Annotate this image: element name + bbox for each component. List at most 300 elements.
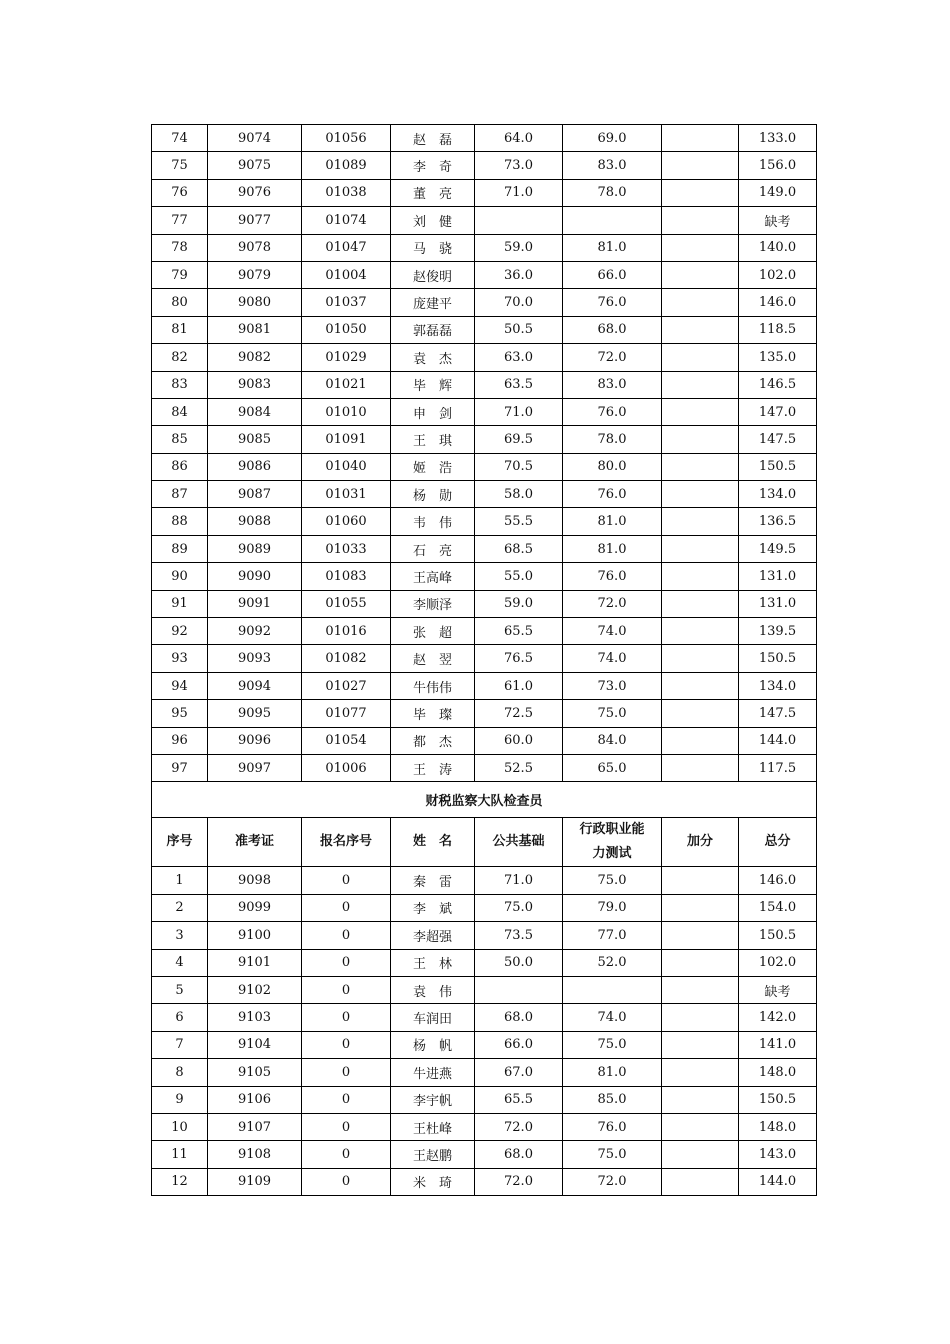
cell-total: 131.0 bbox=[739, 590, 817, 617]
cell-public-basics: 75.0 bbox=[475, 894, 563, 921]
table-row bbox=[152, 453, 817, 480]
cell-total: 150.5 bbox=[739, 922, 817, 949]
header-exam-id: 准考证 bbox=[208, 818, 302, 867]
cell-exam-id: 9089 bbox=[208, 535, 302, 562]
header-index: 序号 bbox=[152, 818, 208, 867]
cell-bonus bbox=[662, 700, 739, 727]
cell-aptitude-test: 76.0 bbox=[563, 1113, 662, 1140]
cell-aptitude-test: 66.0 bbox=[563, 261, 662, 288]
cell-registration-no: 01021 bbox=[302, 371, 391, 398]
cell-public-basics: 55.5 bbox=[475, 508, 563, 535]
cell-exam-id: 9099 bbox=[208, 894, 302, 921]
cell-name: 赵 磊 bbox=[391, 125, 475, 152]
table-row bbox=[152, 1004, 817, 1031]
cell-total: 136.5 bbox=[739, 508, 817, 535]
cell-exam-id: 9088 bbox=[208, 508, 302, 535]
cell-total: 146.5 bbox=[739, 371, 817, 398]
cell-total: 133.0 bbox=[739, 125, 817, 152]
cell-total: 150.5 bbox=[739, 1086, 817, 1113]
cell-exam-id: 9077 bbox=[208, 207, 302, 234]
cell-bonus bbox=[662, 922, 739, 949]
table-row bbox=[152, 894, 817, 921]
cell-registration-no: 0 bbox=[302, 867, 391, 894]
cell-name: 王 涛 bbox=[391, 754, 475, 781]
cell-bonus bbox=[662, 727, 739, 754]
cell-name: 李顺泽 bbox=[391, 590, 475, 617]
cell-exam-id: 9107 bbox=[208, 1113, 302, 1140]
table-row bbox=[152, 207, 817, 234]
cell-aptitude-test: 52.0 bbox=[563, 949, 662, 976]
cell-bonus bbox=[662, 590, 739, 617]
cell-exam-id: 9078 bbox=[208, 234, 302, 261]
cell-index: 92 bbox=[152, 618, 208, 645]
cell-aptitude-test: 75.0 bbox=[563, 1141, 662, 1168]
cell-bonus bbox=[662, 618, 739, 645]
cell-public-basics: 50.5 bbox=[475, 316, 563, 343]
table-row bbox=[152, 316, 817, 343]
cell-exam-id: 9092 bbox=[208, 618, 302, 645]
cell-exam-id: 9079 bbox=[208, 261, 302, 288]
cell-index: 95 bbox=[152, 700, 208, 727]
cell-name: 李超强 bbox=[391, 922, 475, 949]
cell-public-basics: 70.5 bbox=[475, 453, 563, 480]
cell-public-basics: 50.0 bbox=[475, 949, 563, 976]
cell-registration-no: 01077 bbox=[302, 700, 391, 727]
cell-registration-no: 01037 bbox=[302, 289, 391, 316]
cell-aptitude-test bbox=[563, 207, 662, 234]
table-body-top bbox=[152, 125, 817, 782]
cell-aptitude-test: 81.0 bbox=[563, 508, 662, 535]
cell-index: 91 bbox=[152, 590, 208, 617]
cell-name: 车润田 bbox=[391, 1004, 475, 1031]
cell-index: 5 bbox=[152, 976, 208, 1003]
cell-public-basics: 72.0 bbox=[475, 1168, 563, 1195]
cell-registration-no: 01055 bbox=[302, 590, 391, 617]
cell-exam-id: 9103 bbox=[208, 1004, 302, 1031]
cell-public-basics: 68.5 bbox=[475, 535, 563, 562]
cell-name: 董 亮 bbox=[391, 179, 475, 206]
cell-aptitude-test: 74.0 bbox=[563, 1004, 662, 1031]
cell-registration-no: 01031 bbox=[302, 481, 391, 508]
cell-name: 袁 伟 bbox=[391, 976, 475, 1003]
cell-index: 84 bbox=[152, 398, 208, 425]
section-title: 财税监察大队检查员 bbox=[152, 782, 817, 818]
cell-total: 缺考 bbox=[739, 976, 817, 1003]
cell-name: 米 琦 bbox=[391, 1168, 475, 1195]
cell-index: 85 bbox=[152, 426, 208, 453]
cell-bonus bbox=[662, 152, 739, 179]
cell-name: 李宇帆 bbox=[391, 1086, 475, 1113]
cell-total: 139.5 bbox=[739, 618, 817, 645]
cell-index: 2 bbox=[152, 894, 208, 921]
section-header-group bbox=[152, 782, 817, 867]
cell-index: 81 bbox=[152, 316, 208, 343]
cell-aptitude-test: 76.0 bbox=[563, 289, 662, 316]
table-row bbox=[152, 618, 817, 645]
cell-exam-id: 9098 bbox=[208, 867, 302, 894]
cell-index: 88 bbox=[152, 508, 208, 535]
cell-name: 毕 辉 bbox=[391, 371, 475, 398]
cell-bonus bbox=[662, 867, 739, 894]
cell-exam-id: 9091 bbox=[208, 590, 302, 617]
table-row bbox=[152, 152, 817, 179]
cell-name: 牛伟伟 bbox=[391, 672, 475, 699]
cell-registration-no: 01010 bbox=[302, 398, 391, 425]
table-row bbox=[152, 1059, 817, 1086]
cell-public-basics: 66.0 bbox=[475, 1031, 563, 1058]
cell-aptitude-test: 72.0 bbox=[563, 344, 662, 371]
cell-exam-id: 9087 bbox=[208, 481, 302, 508]
cell-bonus bbox=[662, 234, 739, 261]
cell-registration-no: 01006 bbox=[302, 754, 391, 781]
cell-index: 93 bbox=[152, 645, 208, 672]
cell-registration-no: 01089 bbox=[302, 152, 391, 179]
cell-bonus bbox=[662, 207, 739, 234]
table-row bbox=[152, 922, 817, 949]
cell-name: 杨 帆 bbox=[391, 1031, 475, 1058]
table-row bbox=[152, 1031, 817, 1058]
cell-name: 袁 杰 bbox=[391, 344, 475, 371]
cell-bonus bbox=[662, 645, 739, 672]
cell-index: 6 bbox=[152, 1004, 208, 1031]
cell-aptitude-test: 78.0 bbox=[563, 426, 662, 453]
table-row bbox=[152, 371, 817, 398]
header-total: 总分 bbox=[739, 818, 817, 867]
table-row bbox=[152, 590, 817, 617]
cell-aptitude-test: 78.0 bbox=[563, 179, 662, 206]
column-header-row bbox=[152, 818, 817, 867]
cell-name: 牛进燕 bbox=[391, 1059, 475, 1086]
cell-aptitude-test: 69.0 bbox=[563, 125, 662, 152]
cell-public-basics: 65.5 bbox=[475, 618, 563, 645]
cell-name: 李 斌 bbox=[391, 894, 475, 921]
cell-bonus bbox=[662, 894, 739, 921]
cell-total: 148.0 bbox=[739, 1059, 817, 1086]
cell-name: 韦 伟 bbox=[391, 508, 475, 535]
cell-exam-id: 9076 bbox=[208, 179, 302, 206]
cell-exam-id: 9080 bbox=[208, 289, 302, 316]
cell-name: 石 亮 bbox=[391, 535, 475, 562]
cell-index: 10 bbox=[152, 1113, 208, 1140]
cell-public-basics bbox=[475, 976, 563, 1003]
cell-index: 9 bbox=[152, 1086, 208, 1113]
cell-registration-no: 01056 bbox=[302, 125, 391, 152]
cell-exam-id: 9094 bbox=[208, 672, 302, 699]
cell-exam-id: 9100 bbox=[208, 922, 302, 949]
header-bonus: 加分 bbox=[662, 818, 739, 867]
cell-aptitude-test: 72.0 bbox=[563, 1168, 662, 1195]
table-row bbox=[152, 976, 817, 1003]
cell-registration-no: 01082 bbox=[302, 645, 391, 672]
cell-public-basics: 73.0 bbox=[475, 152, 563, 179]
cell-public-basics: 76.5 bbox=[475, 645, 563, 672]
cell-index: 12 bbox=[152, 1168, 208, 1195]
cell-total: 147.5 bbox=[739, 426, 817, 453]
table-row bbox=[152, 563, 817, 590]
cell-total: 156.0 bbox=[739, 152, 817, 179]
cell-aptitude-test: 68.0 bbox=[563, 316, 662, 343]
cell-registration-no: 01074 bbox=[302, 207, 391, 234]
cell-aptitude-test: 65.0 bbox=[563, 754, 662, 781]
cell-index: 96 bbox=[152, 727, 208, 754]
cell-registration-no: 01038 bbox=[302, 179, 391, 206]
header-name: 姓 名 bbox=[391, 818, 475, 867]
cell-total: 118.5 bbox=[739, 316, 817, 343]
cell-bonus bbox=[662, 1141, 739, 1168]
cell-name: 庞建平 bbox=[391, 289, 475, 316]
cell-registration-no: 01054 bbox=[302, 727, 391, 754]
cell-bonus bbox=[662, 976, 739, 1003]
cell-name: 都 杰 bbox=[391, 727, 475, 754]
cell-name: 王 琪 bbox=[391, 426, 475, 453]
cell-bonus bbox=[662, 1113, 739, 1140]
cell-registration-no: 01050 bbox=[302, 316, 391, 343]
cell-aptitude-test: 76.0 bbox=[563, 481, 662, 508]
cell-bonus bbox=[662, 563, 739, 590]
table-row bbox=[152, 426, 817, 453]
cell-public-basics: 59.0 bbox=[475, 234, 563, 261]
cell-public-basics: 72.0 bbox=[475, 1113, 563, 1140]
table-row bbox=[152, 727, 817, 754]
cell-index: 87 bbox=[152, 481, 208, 508]
cell-public-basics: 68.0 bbox=[475, 1141, 563, 1168]
cell-registration-no: 0 bbox=[302, 1086, 391, 1113]
table-row bbox=[152, 672, 817, 699]
cell-bonus bbox=[662, 289, 739, 316]
cell-aptitude-test: 83.0 bbox=[563, 152, 662, 179]
cell-index: 11 bbox=[152, 1141, 208, 1168]
cell-name: 王高峰 bbox=[391, 563, 475, 590]
cell-registration-no: 0 bbox=[302, 1059, 391, 1086]
cell-name: 申 剑 bbox=[391, 398, 475, 425]
cell-public-basics: 55.0 bbox=[475, 563, 563, 590]
cell-index: 1 bbox=[152, 867, 208, 894]
cell-registration-no: 01029 bbox=[302, 344, 391, 371]
cell-public-basics: 72.5 bbox=[475, 700, 563, 727]
cell-public-basics: 71.0 bbox=[475, 398, 563, 425]
cell-total: 141.0 bbox=[739, 1031, 817, 1058]
cell-public-basics: 71.0 bbox=[475, 179, 563, 206]
cell-exam-id: 9104 bbox=[208, 1031, 302, 1058]
cell-index: 3 bbox=[152, 922, 208, 949]
cell-exam-id: 9106 bbox=[208, 1086, 302, 1113]
cell-public-basics: 70.0 bbox=[475, 289, 563, 316]
cell-registration-no: 01091 bbox=[302, 426, 391, 453]
cell-registration-no: 0 bbox=[302, 894, 391, 921]
cell-aptitude-test: 83.0 bbox=[563, 371, 662, 398]
table-row bbox=[152, 645, 817, 672]
table-row bbox=[152, 1086, 817, 1113]
cell-registration-no: 0 bbox=[302, 949, 391, 976]
cell-aptitude-test bbox=[563, 976, 662, 1003]
cell-name: 杨 勋 bbox=[391, 481, 475, 508]
cell-bonus bbox=[662, 179, 739, 206]
cell-name: 张 超 bbox=[391, 618, 475, 645]
cell-registration-no: 0 bbox=[302, 1004, 391, 1031]
cell-total: 146.0 bbox=[739, 289, 817, 316]
cell-public-basics: 60.0 bbox=[475, 727, 563, 754]
cell-aptitude-test: 84.0 bbox=[563, 727, 662, 754]
cell-bonus bbox=[662, 316, 739, 343]
cell-bonus bbox=[662, 1004, 739, 1031]
cell-bonus bbox=[662, 1059, 739, 1086]
header-public-basics: 公共基础 bbox=[475, 818, 563, 867]
section-title-row bbox=[152, 782, 817, 818]
cell-exam-id: 9090 bbox=[208, 563, 302, 590]
cell-bonus bbox=[662, 1086, 739, 1113]
cell-name: 王 林 bbox=[391, 949, 475, 976]
cell-exam-id: 9097 bbox=[208, 754, 302, 781]
cell-total: 143.0 bbox=[739, 1141, 817, 1168]
cell-exam-id: 9081 bbox=[208, 316, 302, 343]
cell-bonus bbox=[662, 261, 739, 288]
cell-registration-no: 0 bbox=[302, 1168, 391, 1195]
cell-exam-id: 9074 bbox=[208, 125, 302, 152]
cell-exam-id: 9105 bbox=[208, 1059, 302, 1086]
table-row bbox=[152, 508, 817, 535]
cell-exam-id: 9075 bbox=[208, 152, 302, 179]
cell-exam-id: 9084 bbox=[208, 398, 302, 425]
table-row bbox=[152, 1113, 817, 1140]
header-registration-no: 报名序号 bbox=[302, 818, 391, 867]
cell-index: 79 bbox=[152, 261, 208, 288]
cell-total: 134.0 bbox=[739, 672, 817, 699]
cell-exam-id: 9085 bbox=[208, 426, 302, 453]
cell-bonus bbox=[662, 508, 739, 535]
cell-total: 131.0 bbox=[739, 563, 817, 590]
cell-total: 144.0 bbox=[739, 1168, 817, 1195]
table-body-bottom bbox=[152, 867, 817, 1196]
cell-exam-id: 9101 bbox=[208, 949, 302, 976]
cell-total: 102.0 bbox=[739, 261, 817, 288]
cell-total: 117.5 bbox=[739, 754, 817, 781]
cell-exam-id: 9083 bbox=[208, 371, 302, 398]
cell-name: 毕 璨 bbox=[391, 700, 475, 727]
cell-index: 82 bbox=[152, 344, 208, 371]
cell-exam-id: 9109 bbox=[208, 1168, 302, 1195]
cell-public-basics: 63.5 bbox=[475, 371, 563, 398]
cell-total: 134.0 bbox=[739, 481, 817, 508]
cell-index: 7 bbox=[152, 1031, 208, 1058]
cell-index: 86 bbox=[152, 453, 208, 480]
cell-name: 刘 健 bbox=[391, 207, 475, 234]
cell-bonus bbox=[662, 949, 739, 976]
cell-registration-no: 01083 bbox=[302, 563, 391, 590]
cell-registration-no: 0 bbox=[302, 1113, 391, 1140]
cell-registration-no: 01016 bbox=[302, 618, 391, 645]
score-table bbox=[151, 124, 817, 1196]
cell-total: 144.0 bbox=[739, 727, 817, 754]
cell-public-basics: 58.0 bbox=[475, 481, 563, 508]
table-row bbox=[152, 261, 817, 288]
cell-aptitude-test: 79.0 bbox=[563, 894, 662, 921]
table-row bbox=[152, 535, 817, 562]
cell-registration-no: 0 bbox=[302, 1141, 391, 1168]
cell-total: 154.0 bbox=[739, 894, 817, 921]
cell-exam-id: 9096 bbox=[208, 727, 302, 754]
cell-total: 102.0 bbox=[739, 949, 817, 976]
cell-public-basics: 69.5 bbox=[475, 426, 563, 453]
cell-public-basics: 61.0 bbox=[475, 672, 563, 699]
cell-aptitude-test: 74.0 bbox=[563, 645, 662, 672]
cell-aptitude-test: 73.0 bbox=[563, 672, 662, 699]
cell-bonus bbox=[662, 481, 739, 508]
cell-index: 76 bbox=[152, 179, 208, 206]
cell-index: 74 bbox=[152, 125, 208, 152]
cell-aptitude-test: 72.0 bbox=[563, 590, 662, 617]
cell-public-basics: 64.0 bbox=[475, 125, 563, 152]
cell-public-basics: 68.0 bbox=[475, 1004, 563, 1031]
cell-public-basics: 59.0 bbox=[475, 590, 563, 617]
cell-public-basics: 63.0 bbox=[475, 344, 563, 371]
cell-index: 90 bbox=[152, 563, 208, 590]
cell-aptitude-test: 81.0 bbox=[563, 1059, 662, 1086]
cell-name: 王赵鹏 bbox=[391, 1141, 475, 1168]
table-row bbox=[152, 234, 817, 261]
table-row bbox=[152, 949, 817, 976]
cell-name: 赵 翌 bbox=[391, 645, 475, 672]
cell-registration-no: 0 bbox=[302, 1031, 391, 1058]
cell-aptitude-test: 81.0 bbox=[563, 234, 662, 261]
cell-name: 赵俊明 bbox=[391, 261, 475, 288]
cell-bonus bbox=[662, 371, 739, 398]
cell-registration-no: 01060 bbox=[302, 508, 391, 535]
cell-registration-no: 01040 bbox=[302, 453, 391, 480]
cell-total: 146.0 bbox=[739, 867, 817, 894]
cell-exam-id: 9082 bbox=[208, 344, 302, 371]
cell-name: 姬 浩 bbox=[391, 453, 475, 480]
cell-total: 142.0 bbox=[739, 1004, 817, 1031]
cell-name: 秦 雷 bbox=[391, 867, 475, 894]
cell-public-basics: 36.0 bbox=[475, 261, 563, 288]
cell-index: 78 bbox=[152, 234, 208, 261]
cell-exam-id: 9095 bbox=[208, 700, 302, 727]
cell-bonus bbox=[662, 672, 739, 699]
cell-name: 李 奇 bbox=[391, 152, 475, 179]
cell-exam-id: 9086 bbox=[208, 453, 302, 480]
cell-total: 135.0 bbox=[739, 344, 817, 371]
cell-aptitude-test: 75.0 bbox=[563, 700, 662, 727]
cell-total: 140.0 bbox=[739, 234, 817, 261]
cell-bonus bbox=[662, 754, 739, 781]
cell-total: 148.0 bbox=[739, 1113, 817, 1140]
table-row bbox=[152, 125, 817, 152]
cell-bonus bbox=[662, 426, 739, 453]
cell-index: 77 bbox=[152, 207, 208, 234]
cell-total: 147.5 bbox=[739, 700, 817, 727]
cell-aptitude-test: 81.0 bbox=[563, 535, 662, 562]
cell-registration-no: 01047 bbox=[302, 234, 391, 261]
cell-registration-no: 0 bbox=[302, 976, 391, 1003]
cell-aptitude-test: 77.0 bbox=[563, 922, 662, 949]
table-row bbox=[152, 398, 817, 425]
cell-total: 149.5 bbox=[739, 535, 817, 562]
cell-exam-id: 9108 bbox=[208, 1141, 302, 1168]
table-row bbox=[152, 867, 817, 894]
cell-index: 8 bbox=[152, 1059, 208, 1086]
cell-aptitude-test: 75.0 bbox=[563, 1031, 662, 1058]
cell-index: 89 bbox=[152, 535, 208, 562]
cell-bonus bbox=[662, 125, 739, 152]
table-row bbox=[152, 179, 817, 206]
cell-public-basics: 73.5 bbox=[475, 922, 563, 949]
cell-index: 83 bbox=[152, 371, 208, 398]
cell-total: 缺考 bbox=[739, 207, 817, 234]
cell-exam-id: 9093 bbox=[208, 645, 302, 672]
table-row bbox=[152, 289, 817, 316]
table-row bbox=[152, 481, 817, 508]
cell-bonus bbox=[662, 1031, 739, 1058]
